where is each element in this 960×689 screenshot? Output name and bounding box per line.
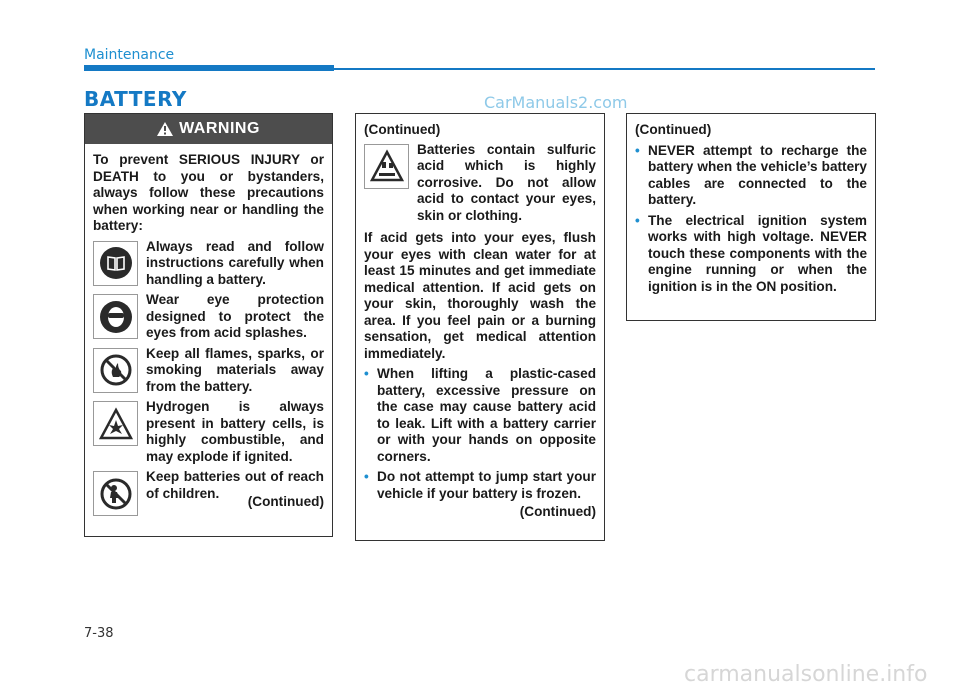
icon-frame [93,471,138,516]
bullet-item [635,143,867,209]
page-number: 7-38 [84,626,114,641]
warning-label: WARNING [179,119,260,137]
manual-book-icon [99,246,133,280]
bullet-marker: • [635,212,640,228]
bullet-marker: • [364,366,369,381]
continued-label: (Continued) [519,504,596,519]
keep-children-away-icon [99,477,133,511]
warning-item-text: Wear eye protection designed to protect the eyes from acid splashes. [146,292,324,340]
continued-box-middle [355,113,605,541]
warning-item-text: Keep batteries out of reach of children. [146,469,324,501]
watermark-top: CarManuals2.com [484,93,628,112]
corrosive-acid-icon [370,149,404,183]
bullet-item [635,213,867,296]
bullet-item [364,469,596,502]
continued-label: (Continued) [247,494,324,509]
bullet-text: Do not attempt to jump start your vehicle if your battery is frozen. [377,469,596,501]
continued-label: (Continued) [364,122,441,137]
warning-item [93,292,324,342]
warning-item [93,346,324,396]
warning-triangle-icon [157,122,173,136]
icon-frame [93,294,138,339]
warning-box [84,113,333,537]
continued-label: (Continued) [635,122,712,137]
header-rule-thin [334,68,875,70]
bullet-marker: • [635,142,640,158]
warning-item-text: Always read and follow instructions carefully when handling a battery. [146,238,324,287]
icon-frame [364,144,409,189]
warning-item [93,239,324,289]
header-rule-thick [84,65,334,71]
acid-first-aid-paragraph: If acid gets into your eyes, flush your eyes with clean water for at least 15 minutes and get immediate medical attention. If acid gets on your skin, thoroughly wash the area. If you feel pain or a burning sensation, get medical attention immediately. [364,230,596,361]
bullet-marker: • [364,469,369,484]
continued-box-right [626,113,876,321]
acid-warning-item [364,142,596,225]
icon-frame [93,401,138,446]
no-flames-icon [99,353,133,387]
watermark-footer: carmanualsonline.info [684,662,928,687]
warning-item-text: Keep all flames, sparks, or smoking materials away from the battery. [146,345,324,394]
bullet-text: NEVER attempt to recharge the battery when the vehicle’s battery cables are connected to the battery. [648,142,867,207]
acid-warning-text: Batteries contain sulfuric acid which is highly corrosive. Do not allow acid to contact your eyes, skin or clothing. [417,141,596,223]
bullet-item [364,366,596,465]
icon-frame [93,241,138,286]
warning-item [93,399,324,465]
warning-intro: To prevent SERIOUS INJURY or DEATH to you or bystanders, always follow these precautions when working near or handling the battery: [93,152,324,233]
section-label: Maintenance [84,47,175,63]
explosion-hazard-icon [99,407,133,441]
page-title: BATTERY [84,87,187,111]
warning-item-text: Hydrogen is always present in battery cells, is highly combustible, and may explode if ignited. [146,399,324,464]
bullet-text: The electrical ignition system works with high voltage. NEVER touch these components with the engine running or when the ignition is in the ON position. [648,212,867,294]
bullet-text: When lifting a plastic-cased battery, excessive pressure on the case may cause battery acid to leak. Lift with a battery carrier or with your hands on opposite corners. [377,366,596,464]
eye-protection-icon [99,300,133,334]
icon-frame [93,348,138,393]
warning-banner [85,114,332,144]
